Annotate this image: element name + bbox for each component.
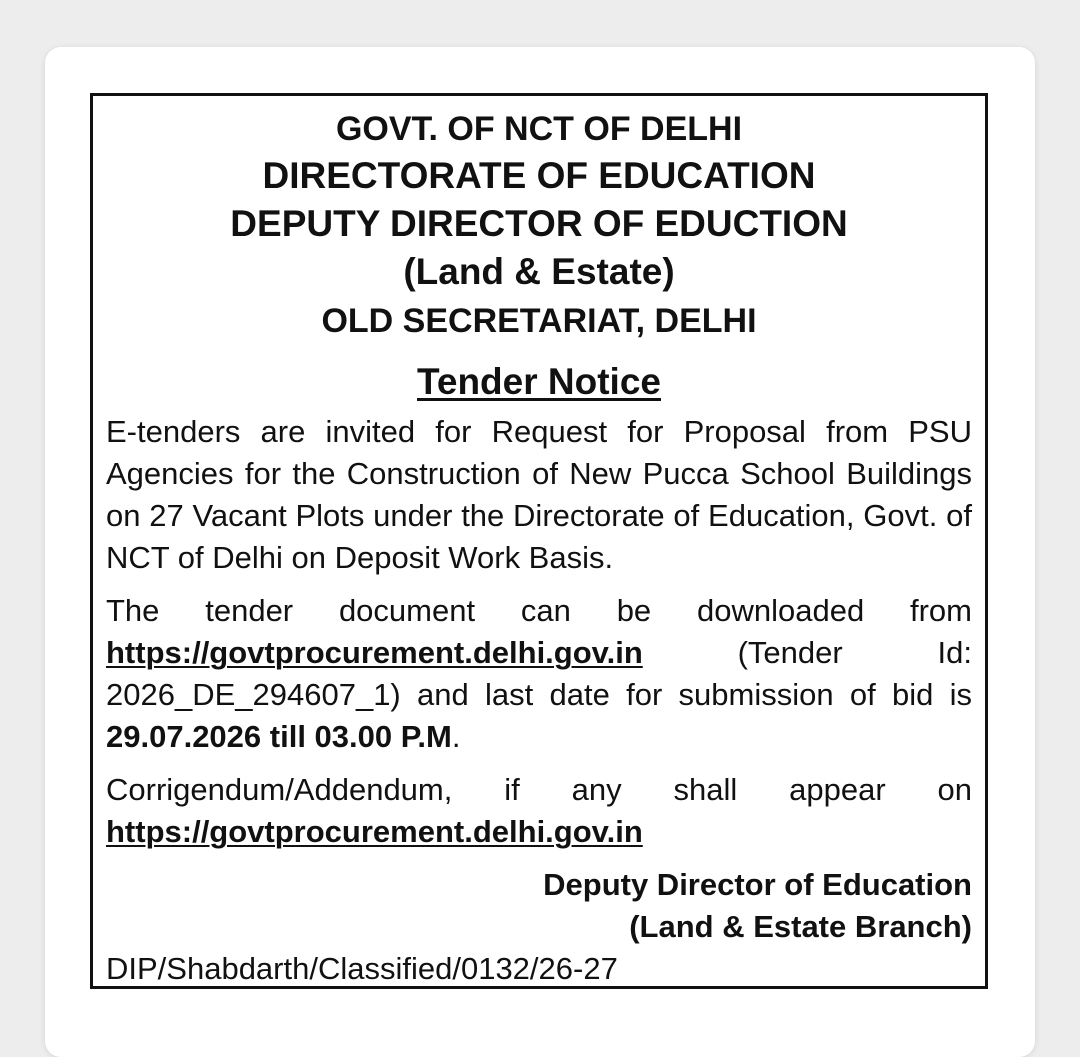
para-download — [106, 590, 972, 758]
corrigendum-link[interactable]: https://govtprocurement.delhi.gov.in — [106, 814, 643, 849]
para-download-mid: (Tender Id: 2026_DE_294607_1) and last date for submission of bid is — [106, 635, 972, 712]
header-branch: (Land & Estate) — [403, 251, 675, 292]
bid-deadline: 29.07.2026 till 03.00 P.M — [106, 719, 452, 754]
header-govt: GOVT. OF NCT OF DELHI — [335, 110, 743, 148]
header-deputy-director: DEPUTY DIRECTOR OF EDUCTION — [230, 203, 848, 244]
signature-title: Deputy Director of Education — [543, 867, 972, 902]
tender-notice — [90, 93, 988, 989]
procurement-link[interactable]: https://govtprocurement.delhi.gov.in — [106, 635, 643, 670]
header-address: OLD SECRETARIAT, DELHI — [321, 302, 757, 340]
signature-block — [106, 864, 972, 948]
notice-body — [106, 411, 972, 990]
header-directorate: DIRECTORATE OF EDUCATION — [262, 155, 816, 196]
para-corrigendum — [106, 769, 972, 853]
notice-header — [93, 106, 985, 346]
notice-title-text: Tender Notice — [417, 361, 661, 402]
para-download-intro: The tender document can be downloaded from — [106, 593, 972, 628]
para-invitation: E-tenders are invited for Request for Proposal from PSU Agencies for the Construction of New Pucca School Buildings on 27 Vacant Plots under the Directorate of Education, Govt. of NCT of Delhi on Deposit Work Basis. — [106, 414, 972, 575]
para-download-end: . — [451, 719, 461, 754]
para-corrigendum-intro: Corrigendum/Addendum, if any shall appear on — [106, 772, 972, 807]
signature-branch: (Land & Estate Branch) — [629, 909, 972, 944]
reference-number: DIP/Shabdarth/Classified/0132/26-27 — [106, 951, 618, 986]
notice-title — [93, 362, 985, 402]
